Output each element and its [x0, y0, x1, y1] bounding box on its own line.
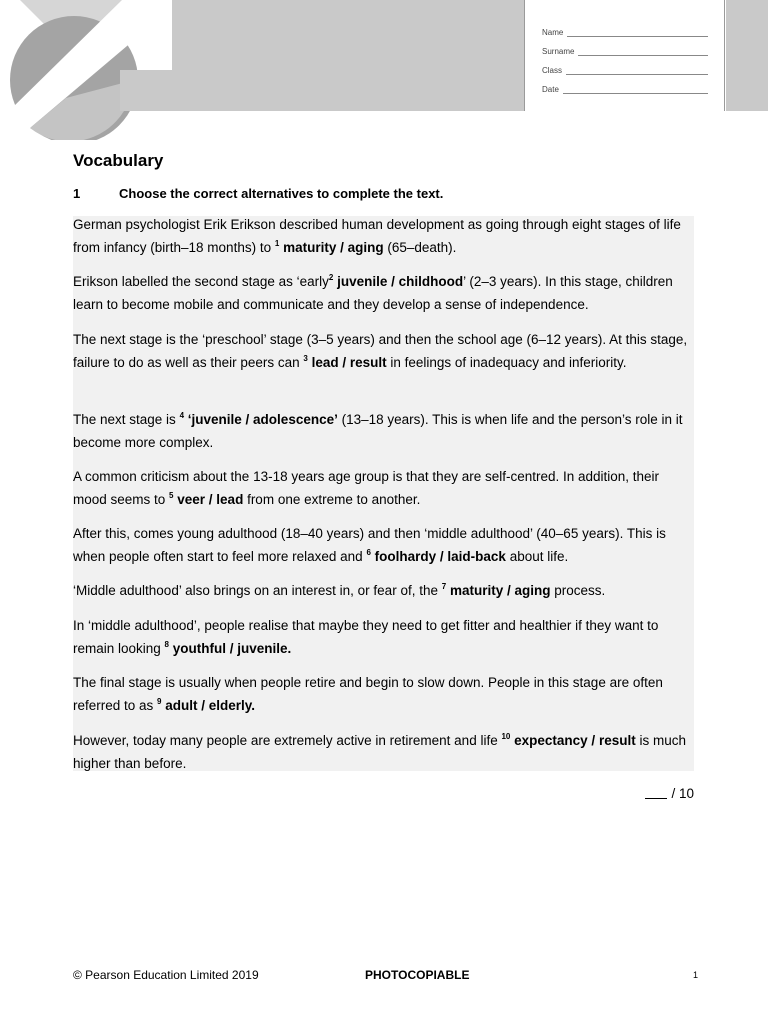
copyright: © Pearson Education Limited 2019: [73, 968, 259, 982]
pearson-logo: [0, 0, 172, 140]
instruction-text: Choose the correct alternatives to complete the text.: [119, 186, 444, 201]
header-grey-band-right: [726, 0, 768, 111]
answer-choice-9[interactable]: adult / elderly.: [165, 698, 256, 713]
answer-choice-4[interactable]: ‘juvenile / adolescence’: [187, 412, 338, 427]
paragraph-9: The final stage is usually when people retire and begin to slow down. People in this stage are often referred to as $^9$ adult / elderly.: [73, 675, 663, 713]
class-field[interactable]: Class: [542, 66, 708, 75]
header-band: [0, 0, 768, 140]
answer-choice-6[interactable]: foolhardy / laid-back: [374, 549, 506, 564]
answer-choice-7[interactable]: maturity / aging: [449, 583, 551, 598]
date-field[interactable]: Date: [542, 85, 708, 94]
name-field[interactable]: Name: [542, 28, 708, 37]
paragraph-3: The next stage is the ‘preschool’ stage (3–5 years) and then the school age (6–12 years). At this stage, failure to do as well as their peers can $^3$ lead / result in feelings of inadequacy and inferiority.: [73, 332, 688, 370]
paragraph-4: The next stage is $^4$ ‘juvenile / adolescence’ (13–18 years). This is when life and the person’s role in it become more complex.: [73, 411, 683, 450]
student-details-box: [524, 0, 725, 111]
answer-choice-3[interactable]: lead / result: [311, 355, 387, 370]
paragraph-10: However, today many people are extremely active in retirement and life $^{10}$ expectancy / result is much higher than before.: [73, 732, 686, 771]
paragraph-6: After this, comes young adulthood (18–40 years) and then ‘middle adulthood’ (40–65 years). This is when people often start to feel more relaxed and $^6$ foolhardy / laid-back about life.: [73, 526, 666, 564]
header-grey-band: [172, 0, 524, 111]
answer-choice-8[interactable]: youthful / juvenile.: [172, 641, 292, 656]
score-line: [645, 786, 694, 801]
paragraph-7: ‘Middle adulthood’ also brings on an interest in, or fear of, the $^7$ maturity / aging process.: [73, 582, 606, 598]
paragraph-8: In ‘middle adulthood’, people realise that maybe they need to get fitter and healthier if they want to remain looking $^8$ youthful / juvenile.: [73, 618, 659, 656]
answer-choice-5[interactable]: veer / lead: [177, 492, 244, 507]
score-blank[interactable]: [645, 798, 667, 799]
photocopiable-label: PHOTOCOPIABLE: [365, 968, 470, 982]
paragraph-1: German psychologist Erik Erikson described human development as going through eight stages of life from infancy (birth–18 months) to $^1$ maturity / aging (65–death).: [73, 217, 681, 255]
exercise-number: 1: [73, 186, 81, 201]
page-number: 1: [693, 970, 699, 980]
exercise-instruction: [73, 186, 443, 201]
answer-choice-1[interactable]: maturity / aging: [283, 240, 384, 255]
answer-choice-2[interactable]: juvenile / childhood: [337, 274, 464, 289]
paragraph-5: A common criticism about the 13-18 years age group is that they are self-centred. In addition, their mood seems to $^5$ veer / lead from one extreme to another.: [73, 469, 660, 507]
section-title: Vocabulary: [73, 151, 164, 170]
surname-field[interactable]: Surname: [542, 47, 708, 56]
answer-choice-10[interactable]: expectancy / result: [514, 733, 636, 748]
score-total: / 10: [671, 786, 694, 801]
paragraph-2: Erikson labelled the second stage as ‘early$^2$ juvenile / childhood’ (2–3 years). In this stage, children learn to become mobile and communicate and they develop a sense of independence.: [73, 273, 673, 312]
